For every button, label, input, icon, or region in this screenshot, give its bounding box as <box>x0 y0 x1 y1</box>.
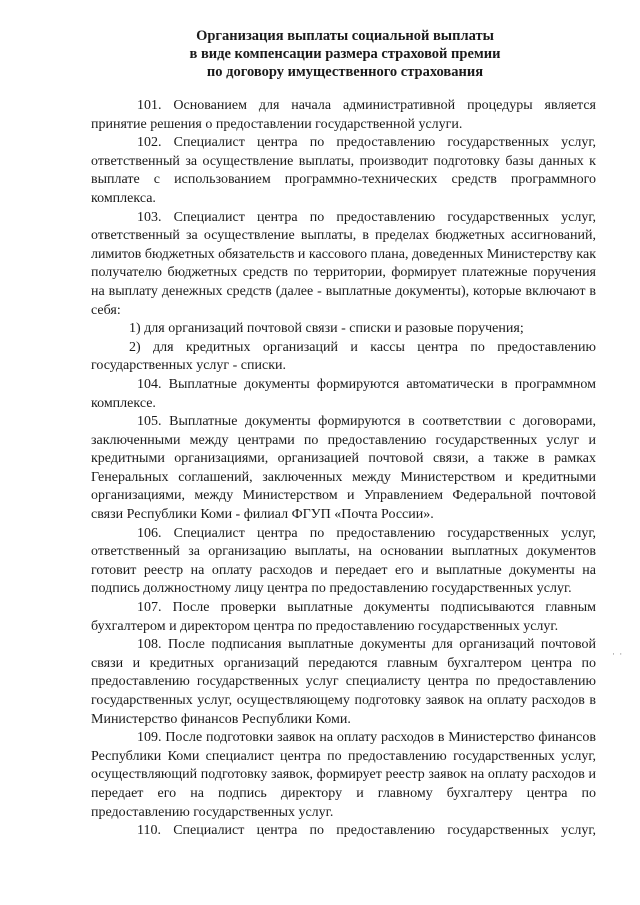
list-item-1: 1) для организаций почтовой связи - списки и разовые поручения; <box>129 321 524 337</box>
paragraph-106: 106. Специалист центра по предоставлению государственных услуг, ответственный за организацию выплаты, на основании выплатных документов готовит реестр на оплату расходов и передает его и выплатные документы на подпись должностному лицу центра по предоставлению государственных услуг. <box>91 525 596 597</box>
document-body <box>91 97 596 841</box>
paragraph-103: 103. Специалист центра по предоставлению государственных услуг, ответственный за осуществление выплаты, в пределах бюджетных ассигнований, лимитов бюджетных обязательств и кассового плана, доведенных Министерству как получателю бюджетных средств по территории, формирует платежные поручения на выплату денежных средств (далее - выплатные документы), которые включают в себя: <box>91 209 596 318</box>
paragraph-107: 107. После проверки выплатные документы подписываются главным бухгалтером и директором центра по предоставлению государственных услуг. <box>91 600 596 634</box>
heading-line-1: Организация выплаты социальной выплаты <box>196 28 494 44</box>
paragraph-109: 109. После подготовки заявок на оплату расходов в Министерство финансов Республики Коми специалист центра по предоставлению государственных услуг, осуществляющий подготовку заявок, формирует реестр заявок на оплату расходов и передает его на подпись директору и главному бухгалтеру центра по предоставлению государственных услуг. <box>91 730 596 820</box>
paragraph-110: 110. Специалист центра по предоставлению государственных услуг, <box>137 823 596 839</box>
list-item-2: 2) для кредитных организаций и кассы центра по предоставлению государственных услуг - списки. <box>91 339 596 374</box>
paragraph-105: 105. Выплатные документы формируются в соответствии с договорами, заключенными между центрами по предоставлению государственных услуг и кредитными организациями, организацией почтовой связи, а также в рамках Генеральных соглашений, заключенных между Министерством и кредитными организациями, между Министерством и Управлением Федеральной почтовой связи Республики Коми - филиал ФГУП «Почта России». <box>91 414 596 523</box>
paragraph-108: 108. После подписания выплатные документы для организаций почтовой связи и кредитных организаций передаются главным бухгалтером центра по предоставлению государственных услуг специалисту центра по предоставлению государственных услуг, осуществляющему подготовку заявок на оплату расходов в Министерство финансов Республики Коми. <box>91 637 596 727</box>
paragraph-102: 102. Специалист центра по предоставлению государственных услуг, ответственный за осуществление выплаты, производит подготовку базы данных к выплате с использованием программно-технических средств программного комплекса. <box>91 135 596 206</box>
paragraph-101: 101. Основанием для начала административной процедуры является принятие решения о предоставлении государственной услуги. <box>91 98 596 132</box>
margin-scan-mark: · · <box>612 649 624 659</box>
document-heading <box>90 27 600 81</box>
paragraph-104: 104. Выплатные документы формируются автоматически в программном комплексе. <box>91 376 596 411</box>
heading-line-3: по договору имущественного страхования <box>206 64 484 80</box>
heading-line-2: в виде компенсации размера страховой премии <box>189 46 501 62</box>
